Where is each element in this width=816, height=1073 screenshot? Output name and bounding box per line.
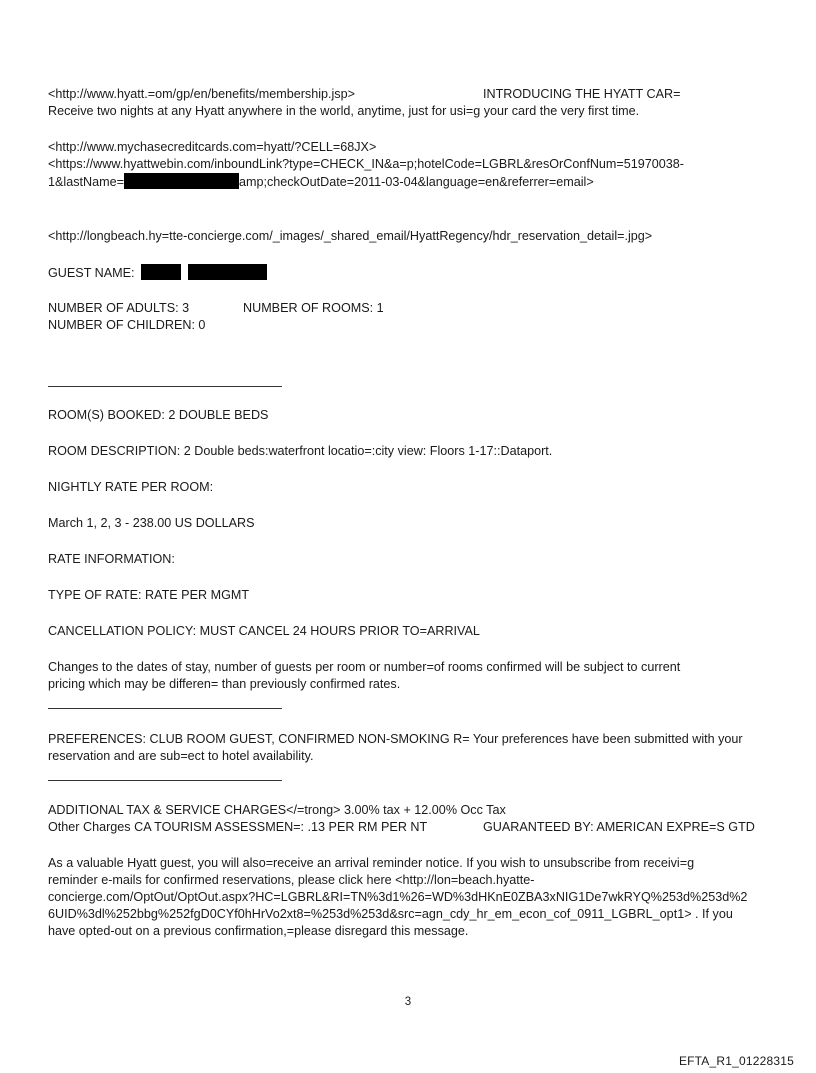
checkin-link-post: amp;checkOutDate=2011-03-04&language=en&referrer=email> xyxy=(238,175,594,189)
guest-name-label: GUEST NAME: xyxy=(48,266,135,280)
divider xyxy=(48,386,282,387)
changes-notice-cont: pricing which may be differen= than previously confirmed rates. xyxy=(48,677,401,691)
membership-link[interactable]: <http://www.hyatt.=om/gp/en/benefits/membership.jsp> xyxy=(48,87,355,101)
adults-count: NUMBER OF ADULTS: 3 xyxy=(48,301,190,315)
nightly-rate-label: NIGHTLY RATE PER ROOM: xyxy=(48,480,214,494)
optout-link-cont[interactable]: 6UID%3dl%252bbg%252fgD0CYf0hHrVo2xt8=%253d%253d&src=agn_cdy_hr_em_econ_cof_0911_LGBRL_opt1> . If you xyxy=(48,907,733,921)
reminder-text-end: have opted-out on a previous confirmation,=please disregard this message. xyxy=(48,924,469,938)
rooms-booked: ROOM(S) BOOKED: 2 DOUBLE BEDS xyxy=(48,408,269,422)
additional-charges: ADDITIONAL TAX & SERVICE CHARGES</=trong> 3.00% tax + 12.00% Occ Tax xyxy=(48,803,506,817)
checkin-link-cont[interactable] xyxy=(48,173,594,190)
page-number: 3 xyxy=(404,996,412,1008)
chase-link[interactable]: <http://www.mychasecreditcards.com=hyatt/?CELL=68JX> xyxy=(48,140,377,154)
preferences: PREFERENCES: CLUB ROOM GUEST, CONFIRMED NON-SMOKING R= Your preferences have been submitted with your xyxy=(48,732,743,746)
guest-name-row xyxy=(48,264,267,281)
reminder-text: As a valuable Hyatt guest, you will also=receive an arrival reminder notice. If you wish to unsubscribe from receivi=g xyxy=(48,856,695,870)
other-charges: Other Charges CA TOURISM ASSESSMEN=: .13 PER RM PER NT xyxy=(48,820,428,834)
preferences-cont: reservation and are sub=ect to hotel availability. xyxy=(48,749,314,763)
redaction-bar xyxy=(141,264,181,280)
rate-information: RATE INFORMATION: xyxy=(48,552,175,566)
room-description: ROOM DESCRIPTION: 2 Double beds:waterfront locatio=:city view: Floors 1-17::Dataport. xyxy=(48,444,553,458)
changes-notice: Changes to the dates of stay, number of guests per room or number=of rooms confirmed will be subject to current xyxy=(48,660,681,674)
hyatt-card-heading: INTRODUCING THE HYATT CAR= xyxy=(483,87,681,101)
guaranteed-by: GUARANTEED BY: AMERICAN EXPRE=S GTD xyxy=(483,820,755,834)
checkin-link[interactable]: <https://www.hyattwebin.com/inboundLink?type=CHECK_IN&a=p;hotelCode=LGBRL&resOrConfNum=51970038- xyxy=(48,157,684,171)
children-count: NUMBER OF CHILDREN: 0 xyxy=(48,318,206,332)
divider xyxy=(48,708,282,709)
reminder-text-2: reminder e-mails for confirmed reservations, please click here <http://lon=beach.hyatte- xyxy=(48,873,535,887)
header-image-link[interactable]: <http://longbeach.hy=tte-concierge.com/_images/_shared_email/HyattRegency/hdr_reservation_detail=.jpg> xyxy=(48,229,653,243)
checkin-link-pre: 1&lastName= xyxy=(48,175,124,189)
divider xyxy=(48,780,282,781)
document-id: EFTA_R1_01228315 xyxy=(678,1054,794,1068)
cancellation-policy: CANCELLATION POLICY: MUST CANCEL 24 HOURS PRIOR TO=ARRIVAL xyxy=(48,624,480,638)
redaction-bar xyxy=(188,264,267,280)
optout-link[interactable]: concierge.com/OptOut/OptOut.aspx?HC=LGBRL&RI=TN%3d1%26=WD%3dHKnE0ZBA3xNIG1De7wkRYQ%253d%253d%2 xyxy=(48,890,748,904)
rate-type: TYPE OF RATE: RATE PER MGMT xyxy=(48,588,250,602)
redaction-bar xyxy=(124,173,239,189)
hyatt-card-offer: Receive two nights at any Hyatt anywhere in the world, anytime, just for usi=g your card the very first time. xyxy=(48,104,640,118)
nightly-rate-value: March 1, 2, 3 - 238.00 US DOLLARS xyxy=(48,516,255,530)
rooms-count: NUMBER OF ROOMS: 1 xyxy=(243,301,384,315)
